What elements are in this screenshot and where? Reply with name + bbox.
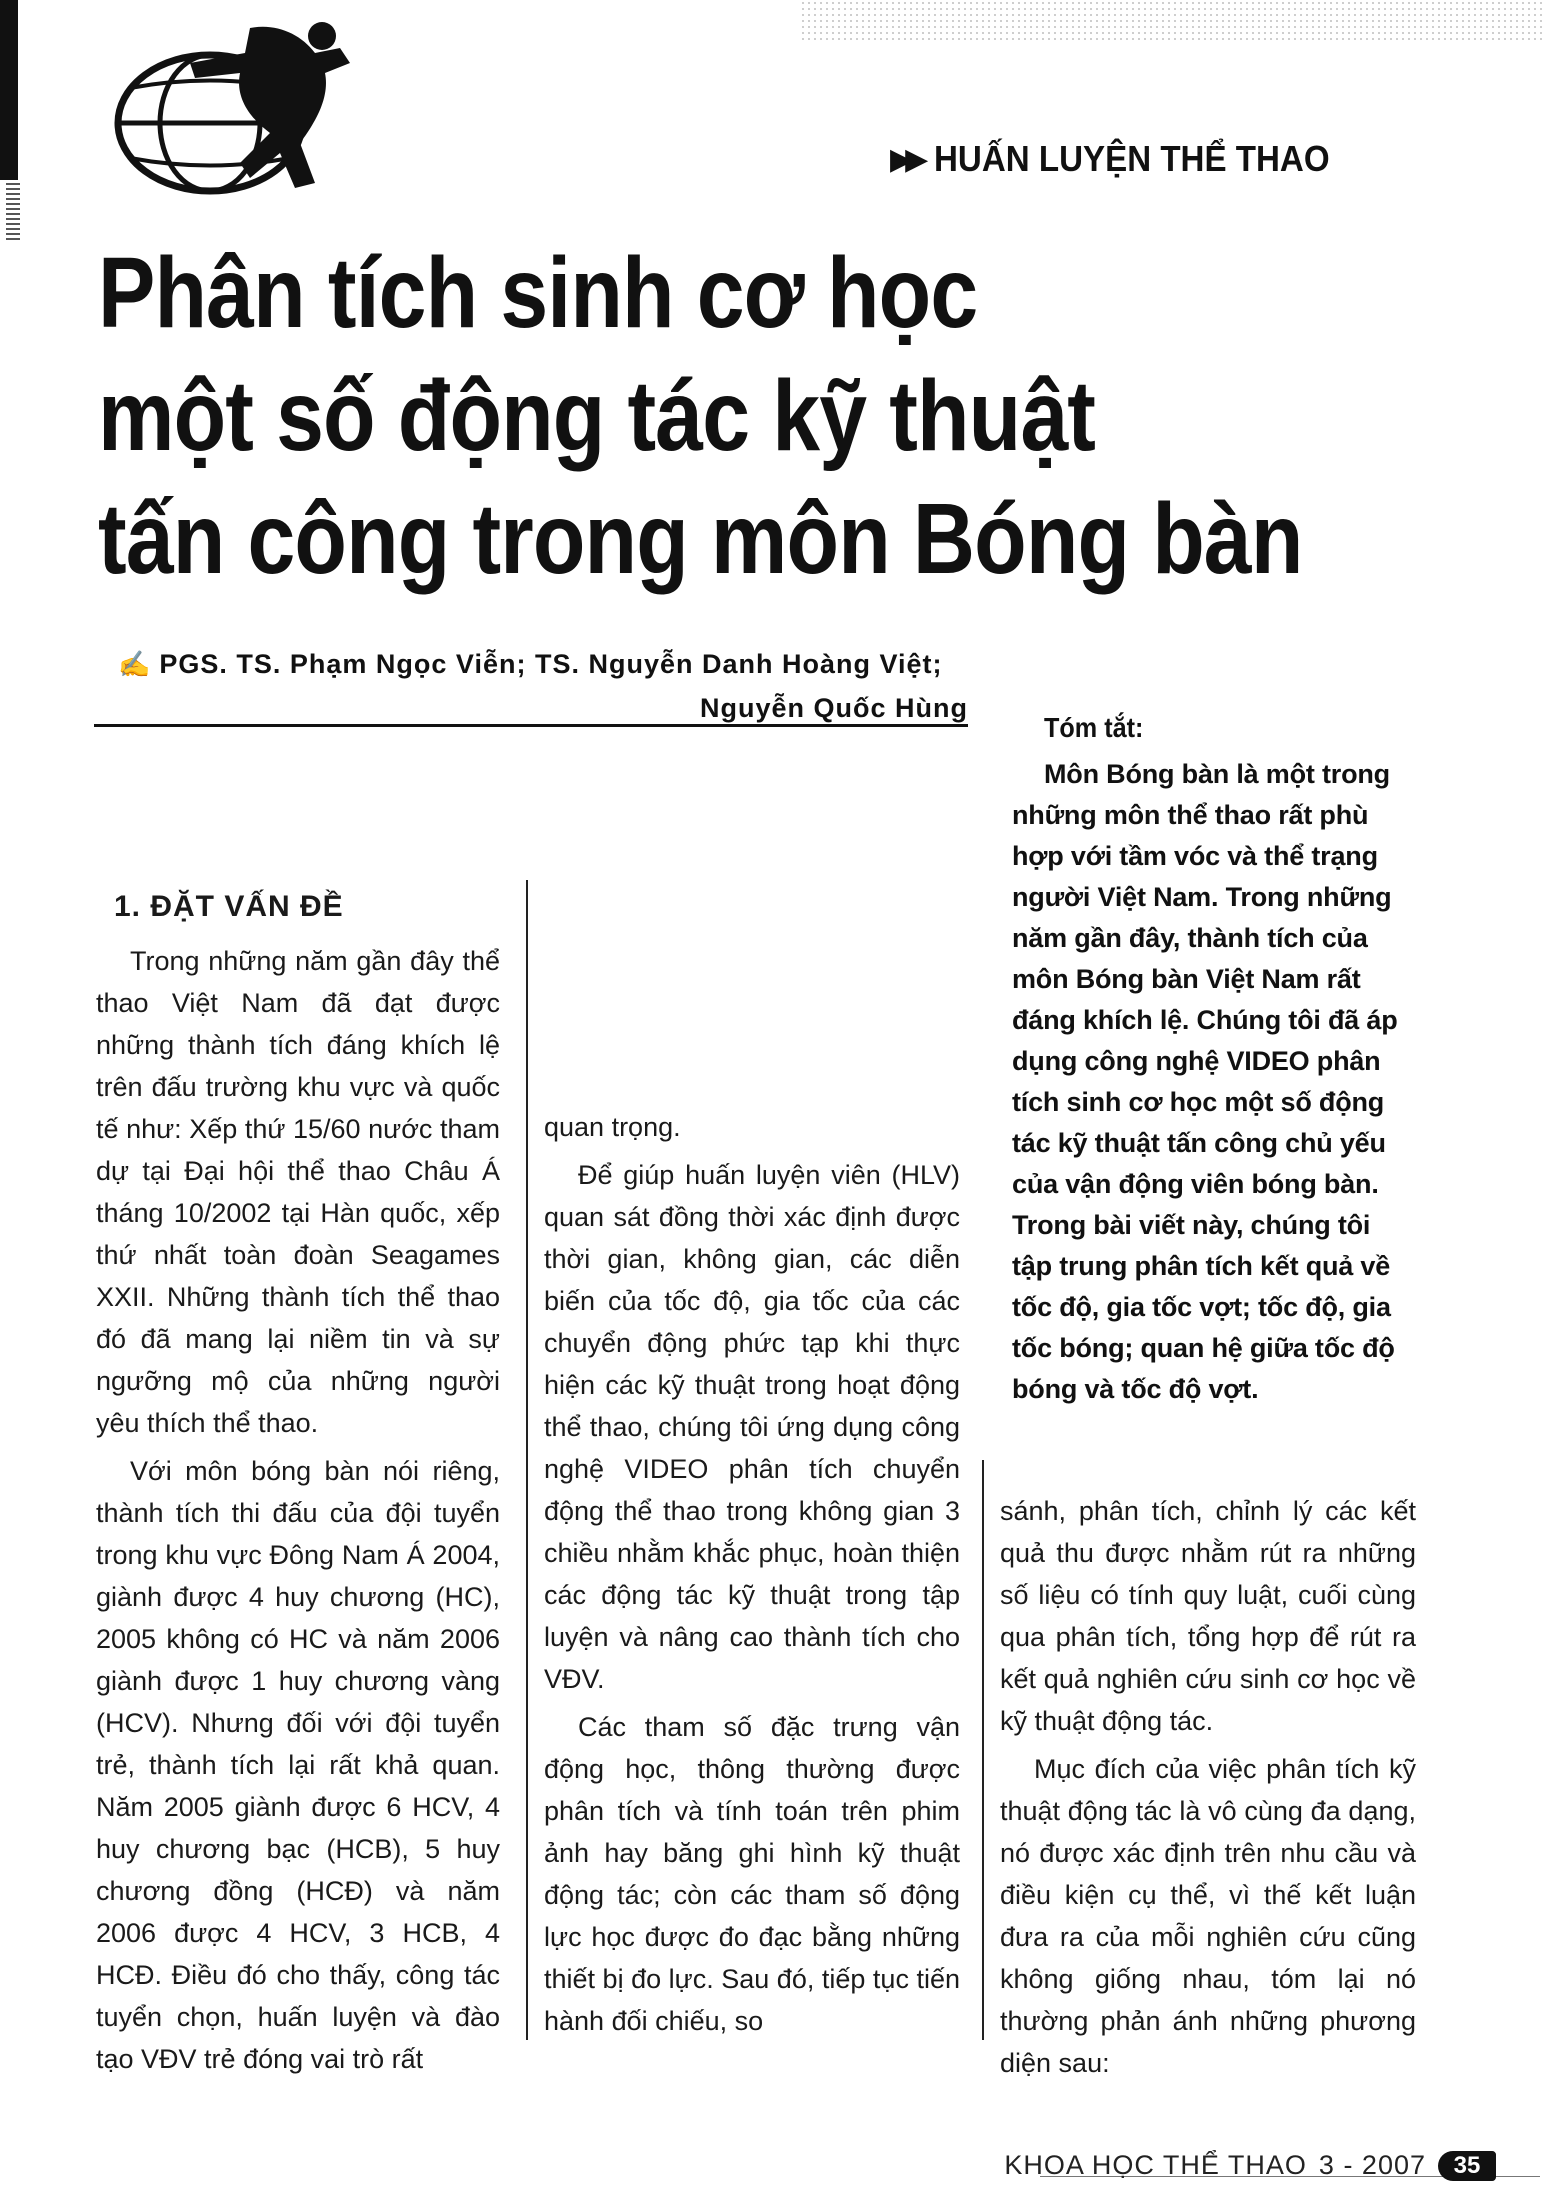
abstract-box <box>1012 712 1412 1410</box>
title-line: tấn công trong môn Bóng bàn <box>98 483 1303 595</box>
page-footer <box>1004 2150 1496 2181</box>
section-heading: 1. ĐẶT VẤN ĐỀ <box>114 890 344 923</box>
paragraph: Mục đích của việc phân tích kỹ thuật động tác là vô cùng đa dạng, nó được xác định trên nhu cầu và điều kiện cụ thể, vì thế kết luận đưa ra của mỗi nghiên cứu cũng không giống nhau, tóm lại nó thường phản ánh những phương diện sau: <box>1000 1754 1416 2078</box>
abstract-text: Môn Bóng bàn là một trong những môn thể thao rất phù hợp với tầm vóc và thể trạng người Việt Nam. Trong những năm gần đây, thành tích của môn Bóng bàn Việt Nam rất đáng khích lệ. Chúng tôi đã áp dụng công nghệ VIDEO phân tích sinh cơ học một số động tác kỹ thuật tấn công chủ yếu của vận động viên bóng bàn. Trong bài viết này, chúng tôi tập trung phân tích kết quả về tốc độ, gia tốc vợt; tốc độ, gia tốc bóng; quan hệ giữa tốc độ bóng và tốc độ vợt. <box>1012 759 1398 1404</box>
paragraph: sánh, phân tích, chỉnh lý các kết quả thu được nhằm rút ra những số liệu có tính quy luật, cuối cùng qua phân tích, tổng hợp để rút ra kết quả nghiên cứu sinh cơ học về kỹ thuật động tác. <box>1000 1496 1416 1736</box>
paragraph: Trong những năm gần đây thể thao Việt Nam đã đạt được những thành tích đáng khích lệ trên đấu trường khu vực và quốc tế như: Xếp thứ 15/60 nước tham dự tại Đại hội thể thao Châu Á tháng 10/2002 tại Hàn quốc, xếp thứ nhất toàn đoàn Seagames XXII. Những thành tích thể thao đó đã mang lại niềm tin và sự ngưỡng mộ của những người yêu thích thể thao. <box>96 946 500 1438</box>
authors-line: PGS. TS. Phạm Ngọc Viễn; TS. Nguyễn Danh Hoàng Việt; <box>159 649 943 679</box>
journal-name: KHOA HỌC THỂ THAO <box>1004 2150 1307 2180</box>
article-title <box>98 232 1303 601</box>
title-line: một số động tác kỹ thuật <box>98 360 1096 472</box>
double-arrow-icon: ▶▶ <box>890 142 921 176</box>
column-1 <box>96 886 500 2086</box>
paragraph: Các tham số đặc trưng vận động học, thông thường được phân tích và tính toán trên phim ảnh hay băng ghi hình kỹ thuật động tác; còn các tham số động lực học được đo đạc bằng những thiết bị đo lực. Sau đó, tiếp tục tiến hành đối chiếu, so <box>544 1712 960 2036</box>
pen-icon: ✍ <box>118 649 152 679</box>
title-line: Phân tích sinh cơ học <box>98 237 978 349</box>
authors-line: Nguyễn Quốc Hùng <box>700 693 968 723</box>
dot-texture <box>800 0 1544 40</box>
athlete-globe-logo <box>100 18 360 208</box>
column-3 <box>1000 1490 1416 2090</box>
column-2 <box>544 1106 960 2048</box>
section-label-text: HUẤN LUYỆN THỂ THAO <box>934 138 1330 179</box>
paragraph: quan trọng. <box>544 1112 681 1142</box>
abstract-heading: Tóm tắt: <box>1044 712 1144 743</box>
column-divider <box>526 880 528 2040</box>
section-label <box>890 138 1364 180</box>
author-rule <box>94 724 968 727</box>
paragraph: Với môn bóng bàn nói riêng, thành tích thi đấu của đội tuyển trong khu vực Đông Nam Á 2004, giành được 4 huy chương (HC), 2005 không có HC và năm 2006 giành được 1 huy chương vàng (HCV). Nhưng đối với đội tuyển trẻ, thành tích lại rất khả quan. Năm 2005 giành được 6 HCV, 4 huy chương bạc (HCB), 5 huy chương đồng (HCĐ) và năm 2006 được 4 HCV, 3 HCB, 4 HCĐ. Điều đó cho thấy, công tác tuyển chọn, huấn luyện và đào tạo VĐV trẻ đóng vai trò rất <box>96 1456 500 2074</box>
column-divider <box>982 1460 984 2040</box>
page-number: 35 <box>1438 2151 1496 2181</box>
authors-block <box>118 642 968 730</box>
issue-number: 3 - 2007 <box>1318 2150 1426 2180</box>
left-edge-bar <box>0 0 18 180</box>
paragraph: Để giúp huấn luyện viên (HLV) quan sát đồng thời xác định được thời gian, không gian, các diễn biến của tốc độ, gia tốc của các chuyển động phức tạp khi thực hiện các kỹ thuật trong hoạt động thể thao, chúng tôi ứng dụng công nghệ VIDEO phân tích chuyển động thể thao trong không gian 3 chiều nhằm khắc phục, hoàn thiện các động tác kỹ thuật trong tập luyện và nâng cao thành tích cho VĐV. <box>544 1160 960 1694</box>
